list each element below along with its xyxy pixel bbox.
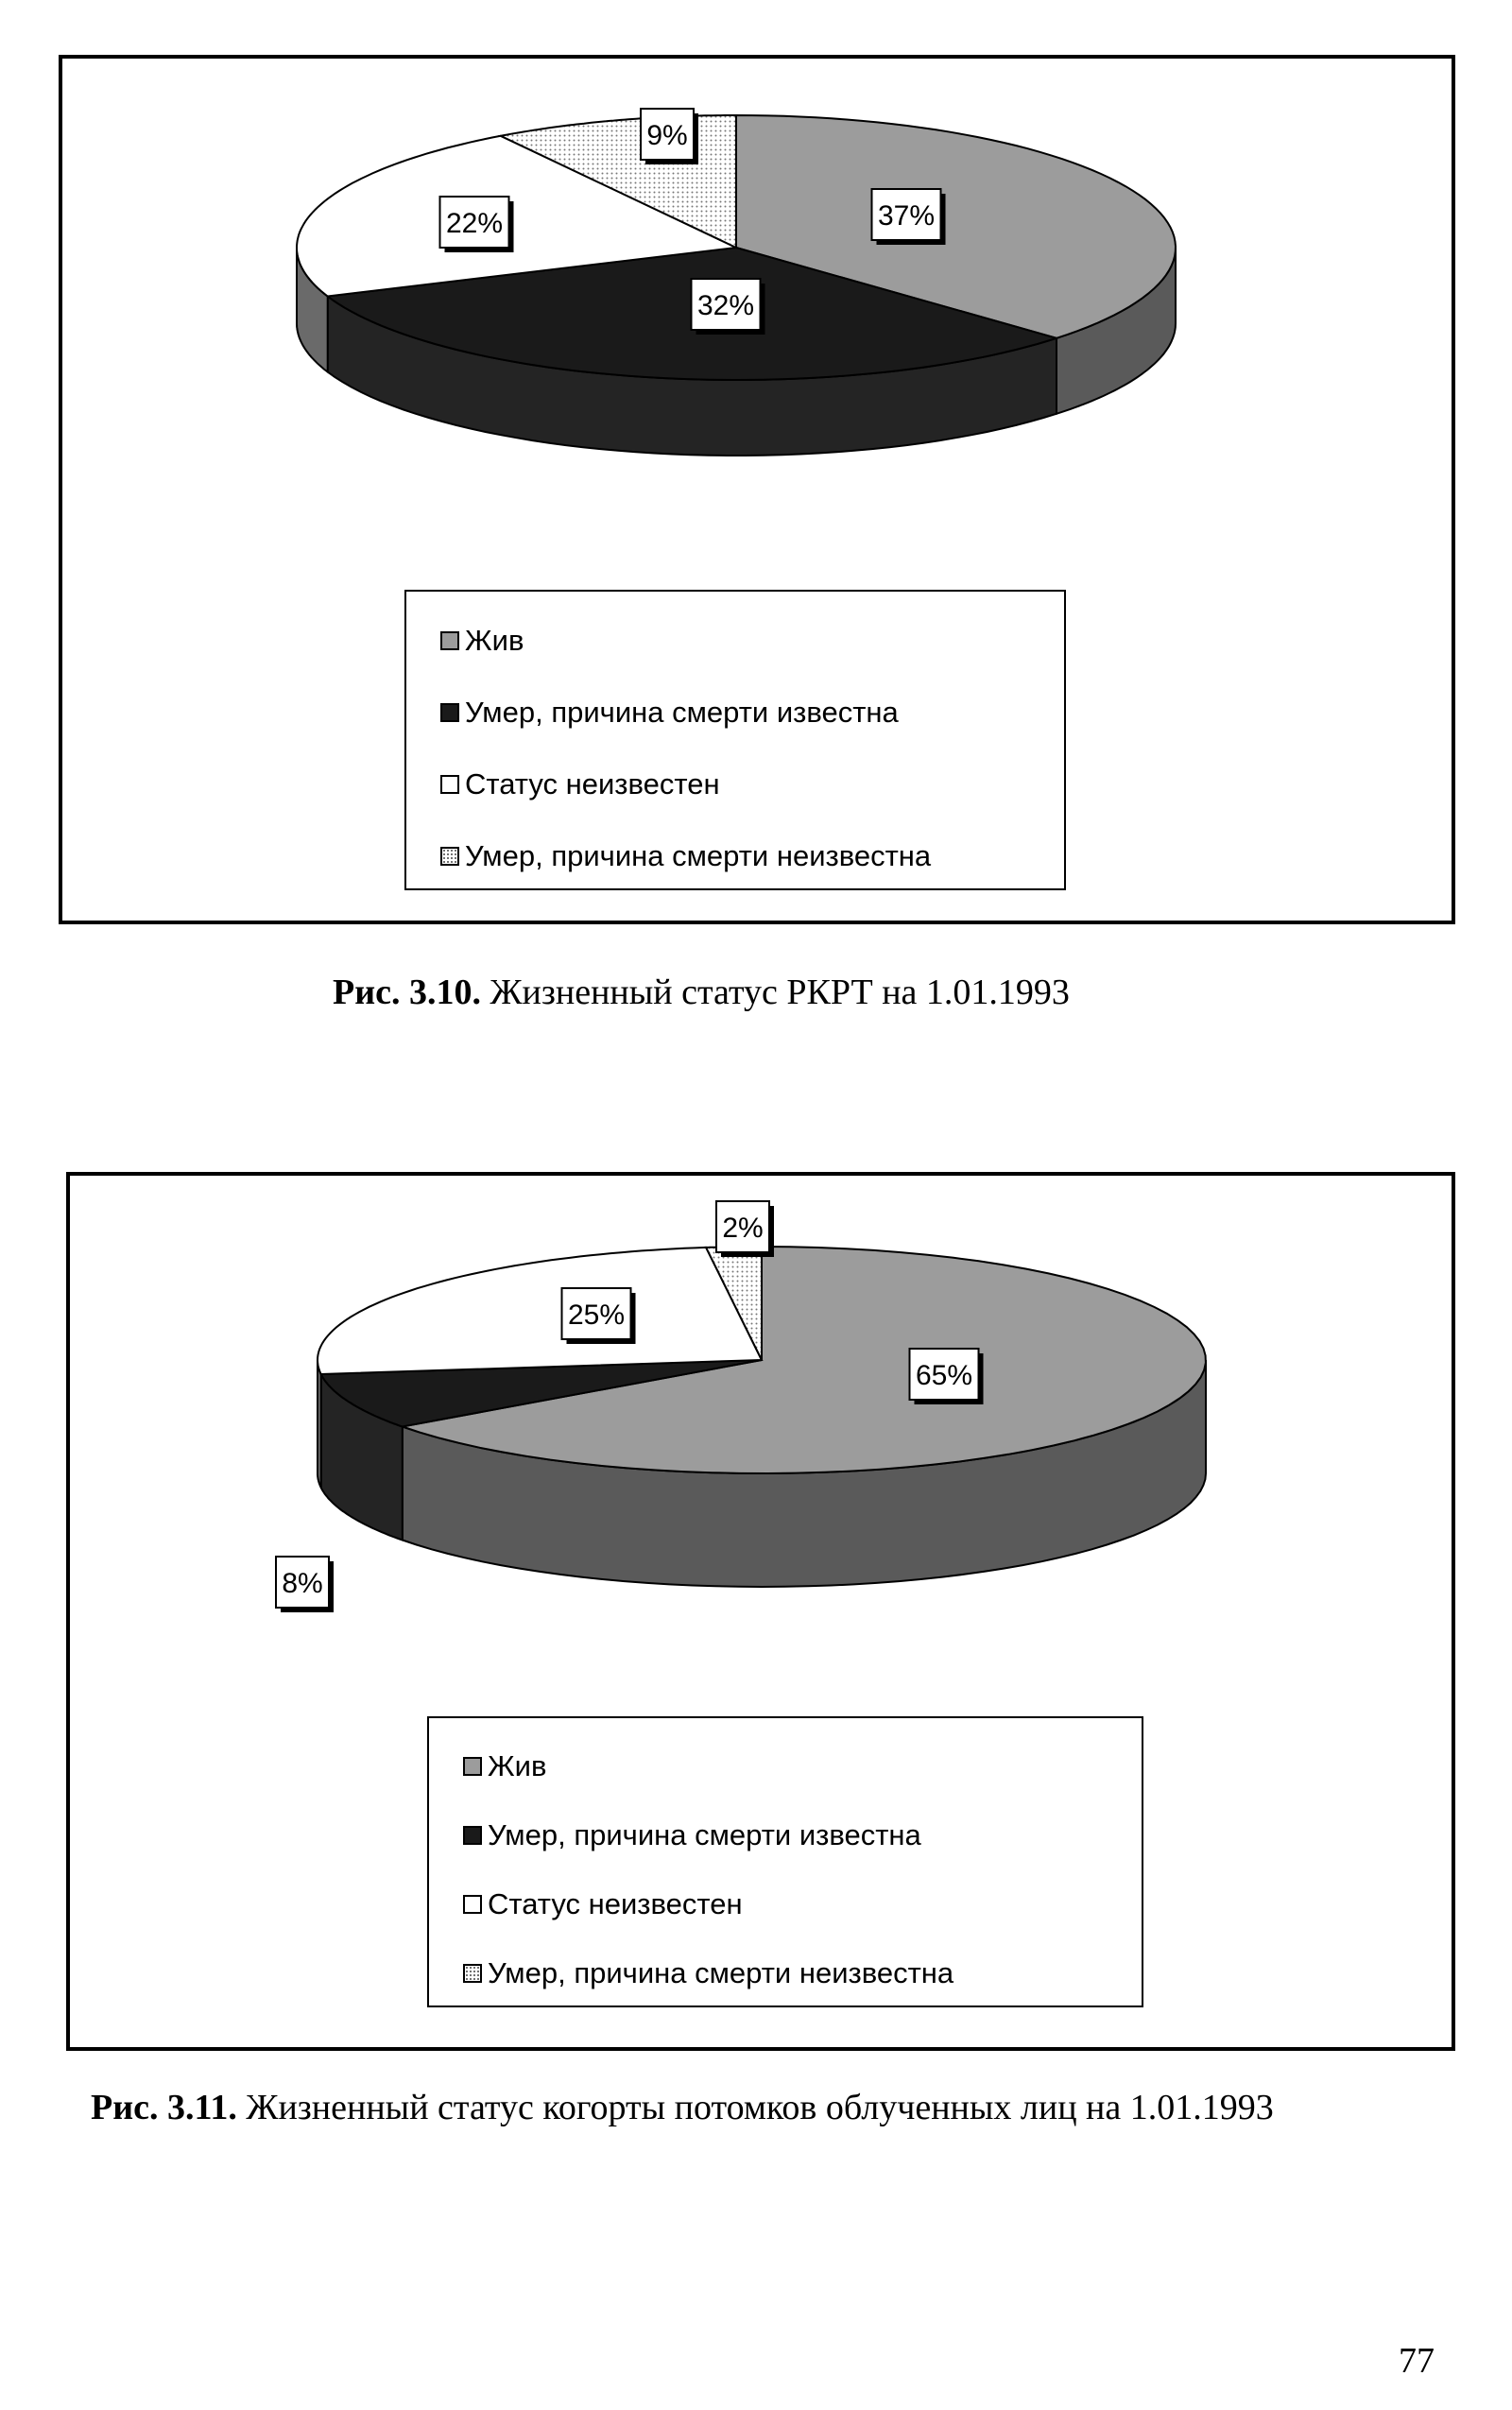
pie-slice-unknown — [318, 1248, 762, 1374]
value-label-text: 8% — [282, 1568, 323, 1599]
value-label-text: 9% — [646, 120, 688, 151]
value-label-unknown — [562, 1288, 636, 1344]
legend-3-11 — [427, 1716, 1143, 2007]
legend-3-10 — [404, 590, 1066, 890]
legend-item-alive — [440, 605, 1064, 677]
pie-chart-3-10 — [62, 59, 1452, 588]
legend-swatch-dead-unknown — [440, 847, 459, 866]
value-label-text: 32% — [696, 290, 755, 321]
legend-label-unknown: Статус неизвестен — [488, 1886, 743, 1920]
value-label-dead-known — [692, 279, 765, 335]
legend-label-alive: Жив — [465, 624, 524, 657]
pie-chart-3-11 — [70, 1176, 1452, 1714]
legend-label-unknown: Статус неизвестен — [465, 767, 720, 800]
legend-item-dead-unknown — [463, 1938, 1142, 2007]
value-label-dead-unknown — [716, 1201, 774, 1257]
legend-label-dead-known: Умер, причина смерти известна — [488, 1817, 921, 1851]
pie-tops — [297, 115, 1176, 380]
value-label-unknown — [440, 197, 514, 252]
pie-tops — [318, 1247, 1206, 1473]
caption-label: Рис. 3.11. — [91, 2088, 237, 2127]
legend-item-unknown — [440, 749, 1064, 820]
legend-item-dead-known — [440, 677, 1064, 749]
legend-item-dead-known — [463, 1800, 1142, 1869]
legend-swatch-dead-known — [463, 1826, 482, 1845]
caption-text: Жизненный статус когорты потомков облученных лиц на 1.01.1993 — [236, 2088, 1274, 2127]
legend-swatch-unknown — [463, 1895, 482, 1914]
value-label-alive — [910, 1349, 984, 1404]
figure-caption-3-10 — [333, 972, 1070, 1013]
legend-label-dead-unknown: Умер, причина смерти неизвестна — [465, 839, 932, 872]
legend-swatch-alive — [463, 1757, 482, 1776]
value-label-alive — [872, 189, 946, 245]
value-label-text: 37% — [877, 200, 936, 232]
legend-label-dead-unknown: Умер, причина смерти неизвестна — [488, 1955, 954, 1989]
value-label-dead-known — [276, 1557, 334, 1612]
value-label-text: 2% — [722, 1213, 764, 1244]
caption-text: Жизненный статус РКРТ на 1.01.1993 — [480, 973, 1070, 1012]
figure-caption-3-11 — [91, 2087, 1274, 2128]
figure-3-11 — [66, 1172, 1455, 2051]
figure-3-10 — [59, 55, 1455, 924]
legend-swatch-unknown — [440, 775, 459, 794]
legend-swatch-dead-unknown — [463, 1964, 482, 1983]
caption-label: Рис. 3.10. — [333, 973, 481, 1012]
pie-side-unknown — [318, 1360, 321, 1488]
legend-swatch-alive — [440, 631, 459, 650]
legend-label-dead-known: Умер, причина смерти известна — [465, 696, 899, 729]
legend-item-unknown — [463, 1869, 1142, 1938]
legend-item-alive — [463, 1731, 1142, 1800]
legend-label-alive: Жив — [488, 1748, 547, 1782]
value-label-dead-unknown — [641, 109, 698, 164]
legend-item-dead-unknown — [440, 820, 1064, 892]
value-label-text: 22% — [445, 208, 504, 239]
legend-swatch-dead-known — [440, 703, 459, 722]
value-label-text: 65% — [915, 1360, 973, 1391]
value-label-text: 25% — [567, 1300, 626, 1331]
page-number: 77 — [1399, 2341, 1435, 2381]
